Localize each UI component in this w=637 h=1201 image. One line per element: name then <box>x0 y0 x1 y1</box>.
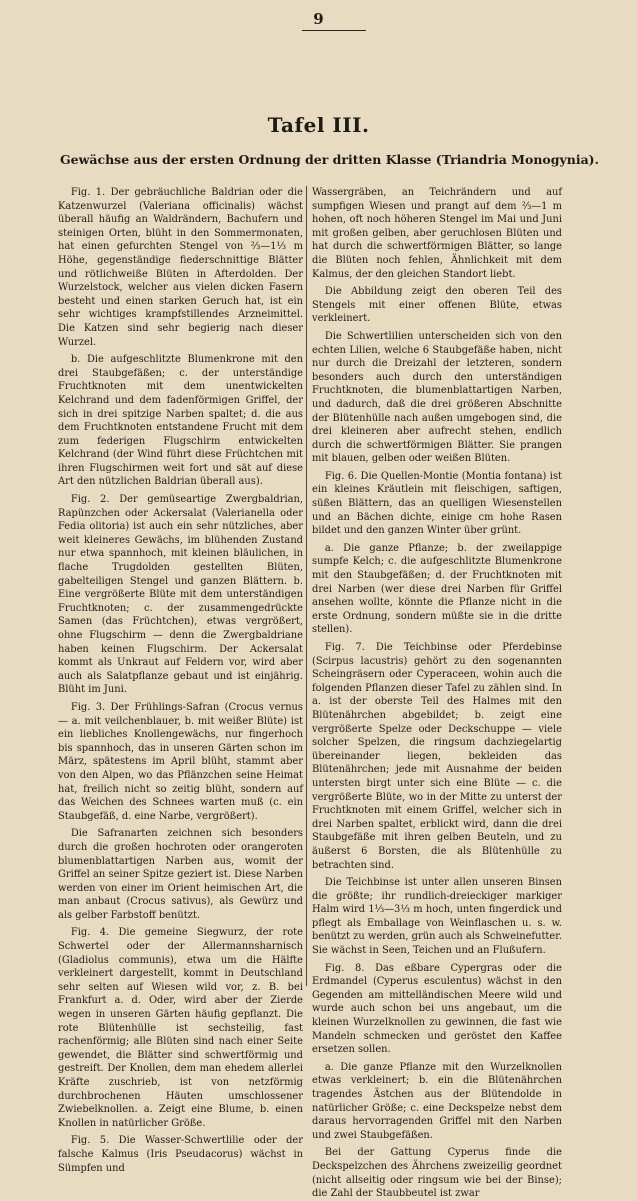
paragraph-cyperus: Bei der Gattung Cyperus finde die Deckspelzchen des Ährchens zweizeilig geordnet (nicht allseitig oder ringsum wie bei der Binse); die Zahl der Staubbeutel ist zwar <box>312 1147 562 1200</box>
header-rule <box>302 30 366 31</box>
right-column <box>312 186 562 1200</box>
paragraph-fig-1: Fig. 1. Der gebräuchliche Baldrian oder die Katzenwurzel (Valeriana officinalis) wächst überall häufig an Waldrändern, Bachufern und steinigen Orten, blüht in den Sommermonaten, hat einen gefurchten Stengel von ⅔—1⅓ m Höhe, gegenständige fiederschnittige Blätter und rötlichweiße Blüten in Afterdolden. Der Wurzelstock, welcher aus vielen dicken Fasern besteht und einen starken Geruch hat, ist ein sehr wichtiges krampfstillendes Arzneimittel. Die Katzen sind sehr begierig nach dieser Wurzel. <box>58 187 303 348</box>
paragraph-fig-2: Fig. 2. Der gemüseartige Zwergbaldrian, Rapünzchen oder Ackersalat (Valerianella oder Fedia olitoria) ist auch ein sehr nützliches, aber weit kleineres Gewächs, im blühenden Zustand nur etwa spannhoch, mit kleinen bläulichen, in flache Trugdolden gestellten Blüten, gabelteiligen Stengel und ganzen Blättern. b. Eine vergrößerte Blüte mit dem unterständigen Fruchtknoten; c. der zusammengedrückte Samen (das Früchtchen), etwas vergrößert, ohne Flugschirm — denn die Zwergbaldriane haben keinen Flugschirm. Der Ackersalat kommt als Unkraut auf Feldern vor, wird aber auch als Salatpflanze gebaut und ist einjährig. Blüht im Juni. <box>58 494 303 696</box>
paragraph-fig-4: Fig. 4. Die gemeine Siegwurz, der rote Schwertel oder der Allermannsharnisch (Gladiolus communis), etwa um die Hälfte verkleinert dargestellt, kommt in Deutschland sehr selten auf Wiesen wild vor, z. B. bei Frankfurt a. d. Oder, wird aber der Zierde wegen in unseren Gärten häufig gepflanzt. Die rote Blütenhülle ist sechsteilig, fast rachenförmig; alle Blüten sind nach einer Seite gewendet, die Blätter sind schwertförmig und gestreift. Der Knollen, dem man ehedem allerlei Kräfte zuschrieb, ist von netzförmig durchbrochenen Häuten umschlossener Zwiebelknollen. a. Zeigt eine Blume, b. einen Knollen in natürlicher Größe. <box>58 927 303 1129</box>
paragraph-teichbinse: Die Teichbinse ist unter allen unseren Binsen die größte; ihr rundlich-dreieckiger markiger Halm wird 1⅓—3⅓ m hoch, unten fingerdick und pflegt als Emballage von Weinflaschen u. s. w. benützt zu werden, grün auch als Schweinefutter. Sie wächst in Seen, Teichen und an Flußufern. <box>312 877 562 957</box>
paragraph-fig-5: Fig. 5. Die Wasser-Schwertlilie oder der falsche Kalmus (Iris Pseudacorus) wächst in Sümpfen und <box>58 1135 303 1174</box>
paragraph-fig-3: Fig. 3. Der Frühlings-Safran (Crocus vernus — a. mit veilchenblauer, b. mit weißer Blüte) ist ein liebliches Knollengewächs, nur fingerhoch bis spannhoch, das in unseren Gärten schon im März, spätestens im April blüht, stammt aber von den Alpen, wo das Pflänzchen seine Heimat hat, freilich nicht so zeitig blüht, sondern auf das Weichen des Schnees warten muß (c. ein Staubgefäß, d. eine Narbe, vergrößert). <box>58 701 303 822</box>
paragraph-fig-8-details: a. Die ganze Pflanze mit den Wurzelknollen etwas verkleinert; b. ein die Blütenährchen tragendes Ästchen aus der Blütendolde in natürlicher Größe; c. eine Deckspelze nebst dem daraus hervorragenden Griffel mit den Narben und zwei Staubgefäßen. <box>312 1061 562 1141</box>
left-column <box>58 186 303 1174</box>
paragraph-fig-8: Fig. 8. Das eßbare Cypergras oder die Erdmandel (Cyperus esculentus) wächst in den Gegenden am mittelländischen Meere wild und wurde auch schon bei uns angebaut, um die kleinen Wurzelknollen zu gewinnen, die fast wie Mandeln schmecken und geröstet den Kaffee ersetzen sollen. <box>312 962 562 1056</box>
page-number: 9 <box>313 10 324 28</box>
paragraph-schwertlilien: Die Schwertlilien unterscheiden sich von den echten Lilien, welche 6 Staubgefäße haben, nicht nur durch die Dreizahl der letzteren, sondern besonders auch durch den unterständigen Fruchtknoten, die blumenblattartigen Narben, und dadurch, daß die drei größeren Abschnitte der Blütenhülle nach außen umgebogen sind, die drei kleineren aber aufrecht stehen, endlich durch die schwertförmigen Blätter. Sie prangen mit blauen, gelben oder weißen Blüten. <box>312 330 562 465</box>
paragraph-fig-5-continued: Wassergräben, an Teichrändern und auf sumpfigen Wiesen und prangt auf dem ⅔—1 m hohen, oft noch höheren Stengel im Mai und Juni mit großen gelben, aber geruchlosen Blüten und hat durch die schwertförmigen Blätter, so lange die Blüten noch fehlen, Ähnlichkeit mit dem Kalmus, der den gleichen Standort liebt. <box>312 187 562 280</box>
plate-subtitle: Gewächse aus der ersten Ordnung der dritten Klasse (Triandria Monogynia). <box>60 152 599 167</box>
paragraph-safran: Die Safranarten zeichnen sich besonders durch die großen hochroten oder orangeroten blumenblattartigen Narben aus, womit der Griffel an seiner Spitze geziert ist. Diese Narben werden von einer im Orient heimischen Art, die man anbaut (Crocus sativus), als Gewürz und als gelber Farbstoff benützt. <box>58 828 303 921</box>
paragraph-fig-1-details: b. Die aufgeschlitzte Blumenkrone mit den drei Staubgefäßen; c. der unterständige Fruchtknoten mit dem unentwickelten Kelchrand und dem fadenförmigen Griffel, der sich in drei spitzige Narben spaltet; d. die aus dem Fruchtknoten entstandene Frucht mit dem zum federigen Flugschirm entwickelten Kelchrand (der Wind führt diese Früchtchen mit ihren Flugschirmen weit fort und sät auf diese Art den nützlichen Baldrian überall aus). <box>58 354 303 488</box>
paragraph-fig-6-details: a. Die ganze Pflanze; b. der zweilappige sumpfe Kelch; c. die aufgeschlitzte Blumenkrone mit den Staubgefäßen; d. der Fruchtknoten mit drei Narben (wer diese drei Narben für Griffel ansehen wollte, könnte die Pflanze nicht in die erste Ordnung, sondern müßte sie in die dritte stellen). <box>312 542 562 636</box>
paragraph-fig-7: Fig. 7. Die Teichbinse oder Pferdebinse (Scirpus lacustris) gehört zu den sogenannten Scheingräsern oder Cyperaceen, wohin auch die folgenden Pflanzen dieser Tafel zu zählen sind. In a. ist der oberste Teil des Halmes mit den Blütenährchen abgebildet; b. zeigt eine vergrößerte Spelze oder Deckschuppe — viele solcher Spelzen, die ringsum dachziegelartig übereinander liegen, bekleiden das Blütenährchen; jede mit Ausnahme der beiden untersten birgt unter sich eine Blüte — c. die vergrößerte Blüte, wo in der Mitte zu unterst der Fruchtknoten mit einem Griffel, welcher sich in drei Narben spaltet, erblickt wird, dann die drei Staubgefäße mit ihren gelben Beuteln, und zu äußerst 6 Borsten, die als Blütenhülle zu betrachten sind. <box>312 642 562 871</box>
plate-title: Tafel III. <box>267 113 370 137</box>
paragraph-illustration-note: Die Abbildung zeigt den oberen Teil des Stengels mit einer offenen Blüte, etwas verkleinert. <box>312 286 562 325</box>
paragraph-fig-6: Fig. 6. Die Quellen-Montie (Montia fontana) ist ein kleines Kräutlein mit fleischigen, saftigen, süßen Blättern, das an quelligen Wiesenstellen und an Bächen dichte, einige cm hohe Rasen bildet und den ganzen Winter über grünt. <box>312 470 562 537</box>
column-divider <box>306 186 307 986</box>
